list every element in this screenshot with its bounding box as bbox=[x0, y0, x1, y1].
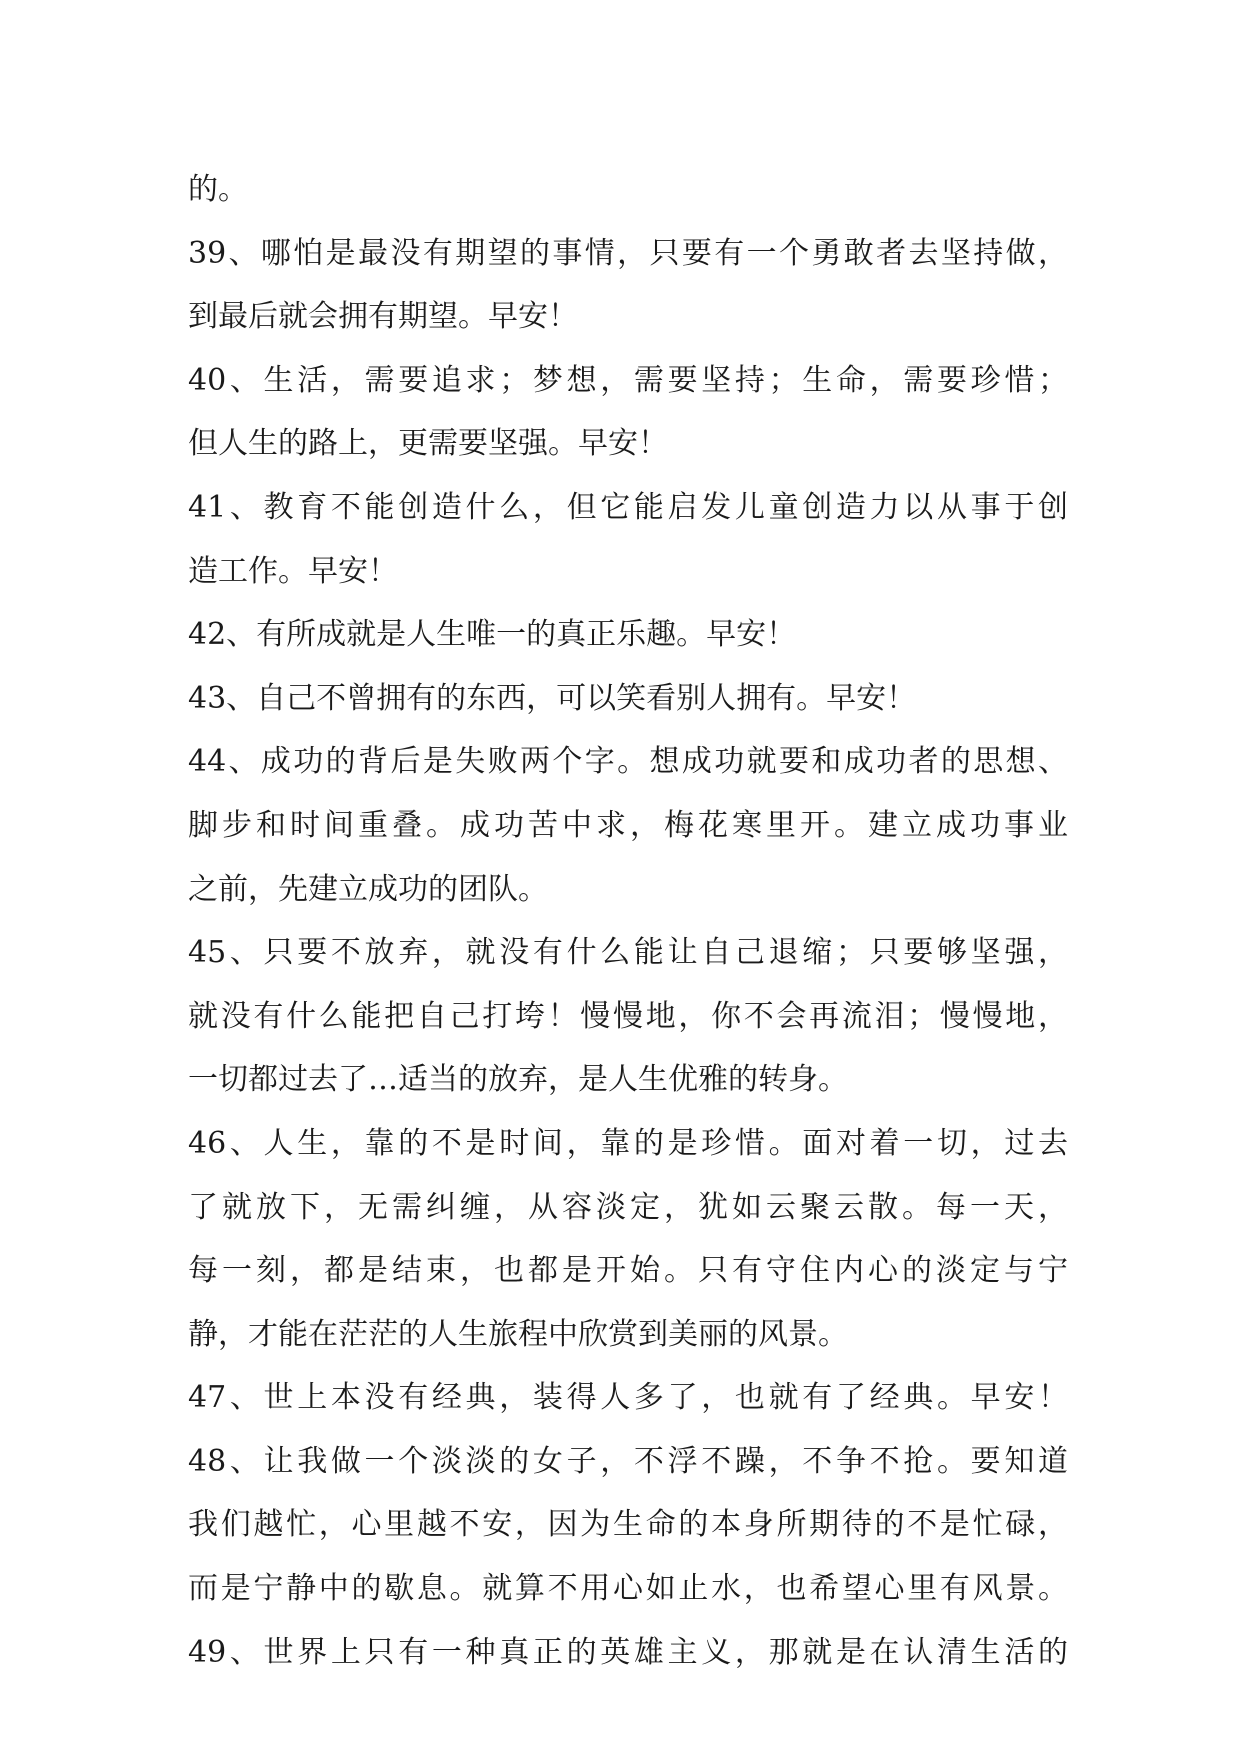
text-line: 每一刻，都是结束，也都是开始。只有守住内心的淡定与宁 bbox=[188, 1253, 1068, 1289]
text-line: 43、自己不曾拥有的东西，可以笑看别人拥有。早安！ bbox=[188, 680, 917, 716]
text-line: 到最后就会拥有期望。早安！ bbox=[188, 299, 578, 335]
text-line: 47、世上本没有经典，装得人多了，也就有了经典。早安！ bbox=[188, 1380, 1068, 1416]
text-line: 49、世界上只有一种真正的英雄主义，那就是在认清生活的 bbox=[188, 1634, 1068, 1670]
text-line: 静，才能在茫茫的人生旅程中欣赏到美丽的风景。 bbox=[188, 1316, 848, 1352]
document-body bbox=[188, 158, 1068, 1684]
text-line: 一切都过去了…适当的放弃，是人生优雅的转身。 bbox=[188, 1062, 848, 1098]
text-line: 39、哪怕是最没有期望的事情，只要有一个勇敢者去坚持做， bbox=[188, 235, 1068, 271]
text-line: 了就放下，无需纠缠，从容淡定，犹如云聚云散。每一天， bbox=[188, 1189, 1068, 1225]
text-line: 45、只要不放弃，就没有什么能让自己退缩；只要够坚强， bbox=[188, 935, 1068, 971]
text-line: 48、让我做一个淡淡的女子，不浮不躁，不争不抢。要知道 bbox=[188, 1443, 1068, 1479]
text-line: 42、有所成就是人生唯一的真正乐趣。早安！ bbox=[188, 617, 797, 653]
text-line: 我们越忙，心里越不安，因为生命的本身所期待的不是忙碌， bbox=[188, 1507, 1068, 1543]
text-line: 44、成功的背后是失败两个字。想成功就要和成功者的思想、 bbox=[188, 744, 1068, 780]
text-line: 就没有什么能把自己打垮！慢慢地，你不会再流泪；慢慢地， bbox=[188, 998, 1068, 1034]
text-line: 46、人生，靠的不是时间，靠的是珍惜。面对着一切，过去 bbox=[188, 1125, 1068, 1161]
text-line: 但人生的路上，更需要坚强。早安！ bbox=[188, 426, 668, 462]
text-line: 之前，先建立成功的团队。 bbox=[188, 871, 548, 907]
text-line: 脚步和时间重叠。成功苦中求，梅花寒里开。建立成功事业 bbox=[188, 807, 1068, 843]
text-line: 造工作。早安！ bbox=[188, 553, 398, 589]
text-line: 的。 bbox=[188, 172, 248, 207]
text-line: 41、教育不能创造什么，但它能启发儿童创造力以从事于创 bbox=[188, 489, 1068, 525]
text-line: 而是宁静中的歇息。就算不用心如止水，也希望心里有风景。 bbox=[188, 1571, 1068, 1607]
text-line: 40、生活，需要追求；梦想，需要坚持；生命，需要珍惜； bbox=[188, 362, 1068, 398]
